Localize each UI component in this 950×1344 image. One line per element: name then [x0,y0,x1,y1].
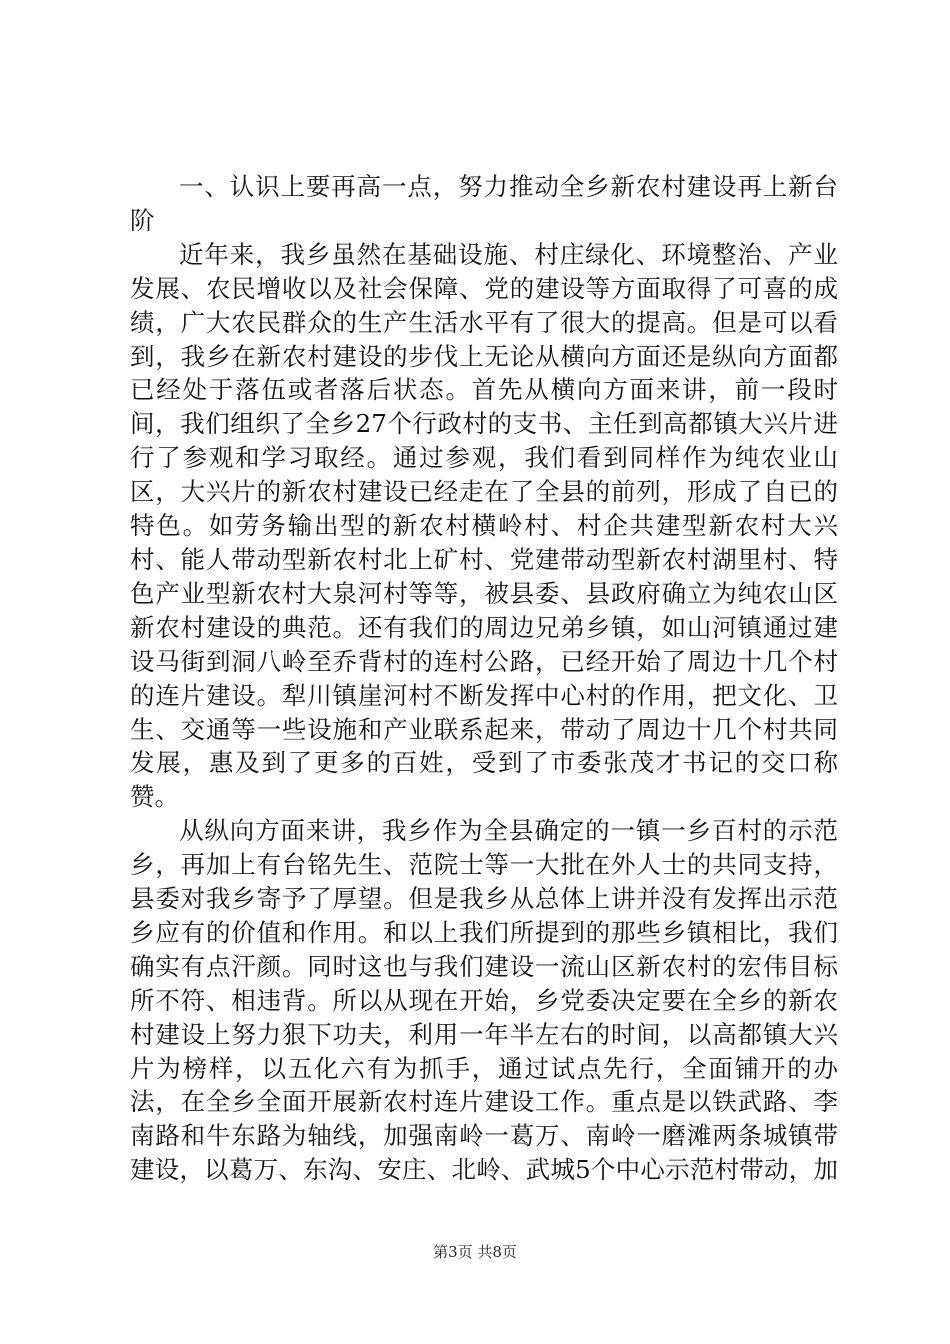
document-body [130,170,838,1190]
section-heading: 一、认识上要再高一点，努力推动全乡新农村建设再上新台阶 [130,172,838,235]
page-number-footer: 第3页 共8页 [433,1243,517,1261]
body-paragraph-2: 从纵向方面来讲，我乡作为全县确定的一镇一乡百村的示范乡，再加上有台铭先生、范院士等一大批在外人士的共同支持，县委对我乡寄予了厚望。但是我乡从总体上讲并没有发挥出示范乡应有的价值和作用。和以上我们所提到的那些乡镇相比，我们确实有点汗颜。同时这也与我们建设一流山区新农村的宏伟目标所不符、相违背。所以从现在开始，乡党委决定要在全乡的新农村建设上努力狠下功夫，利用一年半左右的时间，以高都镇大兴片为榜样，以五化六有为抓手，通过试点先行，全面铺开的办法，在全乡全面开展新农村连片建设工作。重点是以铁武路、李南路和牛东路为轴线，加强南岭一葛万、南岭一磨滩两条城镇带建设，以葛万、东沟、安庄、北岭、武城5个中心示范村带动，加 [130,816,838,1185]
body-paragraph-1: 近年来，我乡虽然在基础设施、村庄绿化、环境整治、产业发展、农民增收以及社会保障、党的建设等方面取得了可喜的成绩，广大农民群众的生产生活水平有了很大的提高。但是可以看到，我乡在新农村建设的步伐上无论从横向方面还是纵向方面都已经处于落伍或者落后状态。首先从横向方面来讲，前一段时间，我们组织了全乡27个行政村的支书、主任到高都镇大兴片进行了参观和学习取经。通过参观，我们看到同样作为纯农业山区，大兴片的新农村建设已经走在了全县的前列，形成了自已的特色。如劳务输出型的新农村横岭村、村企共建型新农村大兴村、能人带动型新农村北上矿村、党建带动型新农村湖里村、特色产业型新农村大泉河村等等，被县委、县政府确立为纯农山区新农村建设的典范。还有我们的周边兄弟乡镇，如山河镇通过建设马街到洞八岭至乔背村的连村公路，已经开始了周边十几个村的连片建设。犁川镇崖河村不断发挥中心村的作用，把文化、卫生、交通等一些设施和产业联系起来，带动了周边十几个村共同发展，惠及到了更多的百姓，受到了市委张茂才书记的交口称赞。 [130,239,838,812]
